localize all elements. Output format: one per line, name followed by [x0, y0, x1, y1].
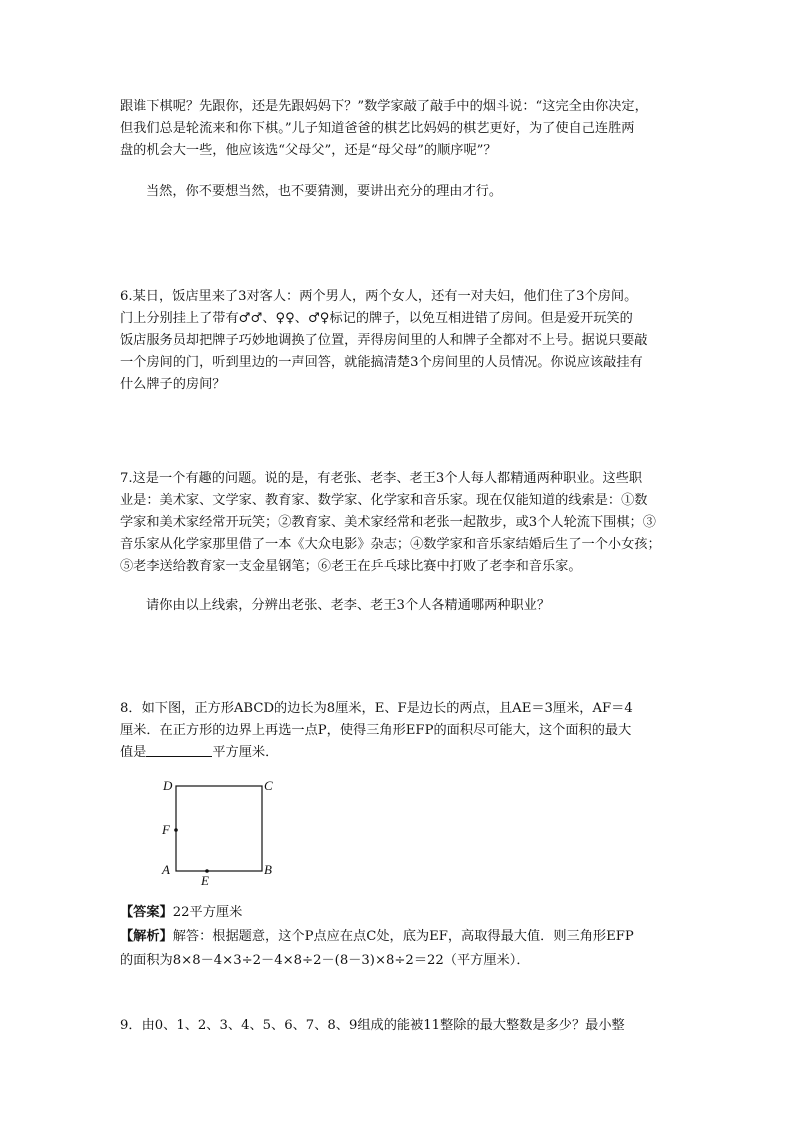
text-line: 6.某日，饭店里来了3对客人：两个男人，两个女人，还有一对夫妇，他们住了3个房间。 [120, 289, 638, 304]
text-line: 请你由以上线索，分辨出老张、老李、老王3个人各精通哪两种职业？ [146, 598, 551, 613]
text-line: 7.这是一个有趣的问题。说的是，有老张、老李、老王3个人每人都精通两种职业。这些职 [120, 471, 643, 486]
text-line: 一个房间的门，听到里边的一声回答，就能搞清楚3个房间里的人员情况。你说应该敲挂有 [120, 355, 643, 370]
text-line: 厘米．在正方形的边界上再选一点P，使得三角形EFP的面积尽可能大，这个面积的最大 [120, 723, 632, 738]
answer-tag: 【答案】 [120, 905, 173, 920]
text-line: 8．如下图，正方形ABCD的边长为8厘米，E、F是边长的两点，且AE＝3厘米，AF＝4 [120, 701, 633, 716]
problem-7-question [146, 595, 680, 617]
vertex-label-b: B [264, 862, 272, 877]
text-line [120, 742, 680, 764]
text-line: 门上分别挂上了带有♂♂、♀♀、♂♀标记的牌子，以免互相进错了房间。但是爱开玩笑的 [120, 311, 633, 326]
text-line: 饭店服务员却把牌子巧妙地调换了位置，弄得房间里的人和牌子全都对不上号。据说只要敲 [120, 333, 648, 348]
text-line [120, 903, 680, 923]
text-line: 学家和美术家经常开玩笑；②教育家、美术家经常和老张一起散步，或3个人轮流下围棋；③ [120, 515, 656, 530]
text-line: ⑤老李送给教育家一支金星钢笔；⑥老王在乒乓球比赛中打败了老李和音乐家。 [120, 559, 582, 574]
problem-5-continuation [120, 96, 680, 162]
vertex-label-e: E [201, 873, 209, 888]
answer-blank [146, 743, 212, 757]
text-fragment: 平方厘米． [212, 745, 279, 760]
problem-8-solution [120, 903, 680, 971]
problem-7 [120, 468, 680, 578]
analysis-text: 解答：根据题意，这个P点应在点C处，底为EF，高取得最大值．则三角形EFP [172, 929, 634, 944]
answer-text: 22平方厘米 [172, 905, 243, 920]
text-line: 盘的机会大一些，他应该选“父母父”，还是“母父母”的顺序呢”？ [120, 143, 497, 158]
text-fragment: 值是 [120, 745, 147, 760]
point-f [174, 828, 178, 832]
problem-8 [120, 698, 680, 764]
text-line: 9．由0、1、2、3、4、5、6、7、8、9组成的能被11整除的最大整数是多少？最小整 [120, 1018, 625, 1033]
text-line: 音乐家从化学家那里借了一本《大众电影》杂志；④数学家和音乐家结婚后生了一个小女孩； [120, 537, 661, 552]
text-line [120, 927, 680, 947]
text-line: 跟谁下棋呢？先跟你，还是先跟妈妈下？”数学家敲了敲手中的烟斗说：“这完全由你决定， [120, 99, 648, 114]
problem-5-note [146, 181, 680, 203]
text-line: 的面积为8×8－4×3÷2－4×8÷2－(8－3)×8÷2＝22（平方厘米）． [120, 953, 530, 968]
square-abcd-figure [155, 772, 295, 892]
text-line: 业是：美术家、文学家、教育家、数学家、化学家和音乐家。现在仅能知道的线索是：①数 [120, 493, 648, 508]
problem-9 [120, 1015, 680, 1037]
vertex-label-d: D [163, 778, 173, 793]
analysis-tag: 【解析】 [120, 929, 173, 944]
text-line: 什么牌子的房间？ [120, 377, 226, 392]
vertex-label-c: C [264, 778, 273, 793]
text-line: 当然，你不要想当然，也不要猜测，要讲出充分的理由才行。 [146, 184, 503, 199]
text-line: 但我们总是轮流来和你下棋。”儿子知道爸爸的棋艺比妈妈的棋艺更好，为了使自己连胜两 [120, 121, 635, 136]
vertex-label-a: A [162, 862, 170, 877]
problem-6 [120, 286, 680, 396]
vertex-label-f: F [162, 822, 170, 837]
square-outline [176, 786, 262, 871]
